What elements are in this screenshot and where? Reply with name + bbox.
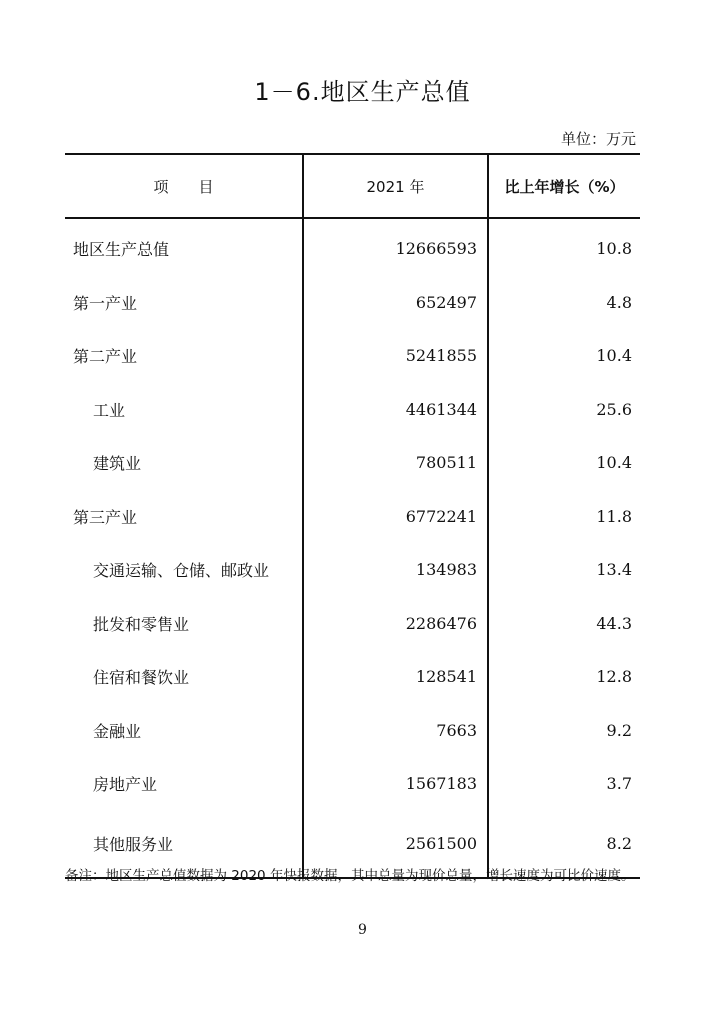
row-growth: 25.6 xyxy=(596,399,632,419)
table-row xyxy=(65,218,640,276)
row-growth: 9.2 xyxy=(606,720,632,740)
row-value: 12666593 xyxy=(303,218,488,276)
row-growth: 8.2 xyxy=(488,811,640,878)
row-name: 地区生产总值 xyxy=(65,218,303,276)
row-value: 2286476 xyxy=(303,597,488,651)
row-growth: 13.4 xyxy=(596,560,632,580)
table-row xyxy=(65,383,640,437)
row-growth: 12.8 xyxy=(596,667,632,687)
header-growth: 比上年增长（%） xyxy=(488,154,640,218)
row-value: 4461344 xyxy=(303,383,488,437)
row-name: 建筑业 xyxy=(65,436,303,490)
row-value: 2561500 xyxy=(303,811,488,878)
table-row xyxy=(65,329,640,383)
table-row xyxy=(65,757,640,811)
table-row xyxy=(65,490,640,544)
header-item: 项 目 xyxy=(65,154,303,218)
table-row xyxy=(65,704,640,758)
row-growth: 44.3 xyxy=(596,613,632,633)
table-row xyxy=(65,436,640,490)
row-name: 住宿和餐饮业 xyxy=(65,650,303,704)
row-growth: 10.4 xyxy=(596,346,632,366)
row-value: 7663 xyxy=(303,704,488,758)
row-name: 交通运输、仓储、邮政业 xyxy=(65,543,303,597)
row-name: 批发和零售业 xyxy=(65,597,303,651)
page-number: 9 xyxy=(358,922,367,938)
row-name: 其他服务业 xyxy=(65,811,303,878)
gdp-table xyxy=(65,153,640,879)
header-year: 2021 年 xyxy=(303,154,488,218)
table-row xyxy=(65,543,640,597)
table-row xyxy=(65,276,640,330)
table-row xyxy=(65,597,640,651)
page-title: 1－6.地区生产总值 xyxy=(254,78,471,106)
gdp-table-container xyxy=(65,153,640,879)
table-row xyxy=(65,650,640,704)
unit-label: 单位：万元 xyxy=(560,130,636,148)
row-value: 652497 xyxy=(303,276,488,330)
row-value: 6772241 xyxy=(303,490,488,544)
row-growth: 4.8 xyxy=(606,292,632,312)
row-name: 第二产业 xyxy=(65,329,303,383)
row-value: 1567183 xyxy=(303,757,488,811)
row-value: 134983 xyxy=(303,543,488,597)
row-name: 金融业 xyxy=(65,704,303,758)
row-growth: 10.8 xyxy=(596,239,632,259)
row-growth: 3.7 xyxy=(606,774,632,794)
row-name: 第一产业 xyxy=(65,276,303,330)
row-name: 第三产业 xyxy=(65,490,303,544)
row-value: 780511 xyxy=(303,436,488,490)
row-value: 5241855 xyxy=(303,329,488,383)
row-growth: 10.4 xyxy=(596,453,632,473)
row-name: 房地产业 xyxy=(65,757,303,811)
footnote: 备注：地区生产总值数据为 2020 年快报数据，其中总量为现价总量，增长速度为可比价速度。 xyxy=(65,868,635,884)
row-name: 工业 xyxy=(65,383,303,437)
row-value: 128541 xyxy=(303,650,488,704)
table-header-row xyxy=(65,154,640,218)
row-growth: 11.8 xyxy=(596,506,632,526)
